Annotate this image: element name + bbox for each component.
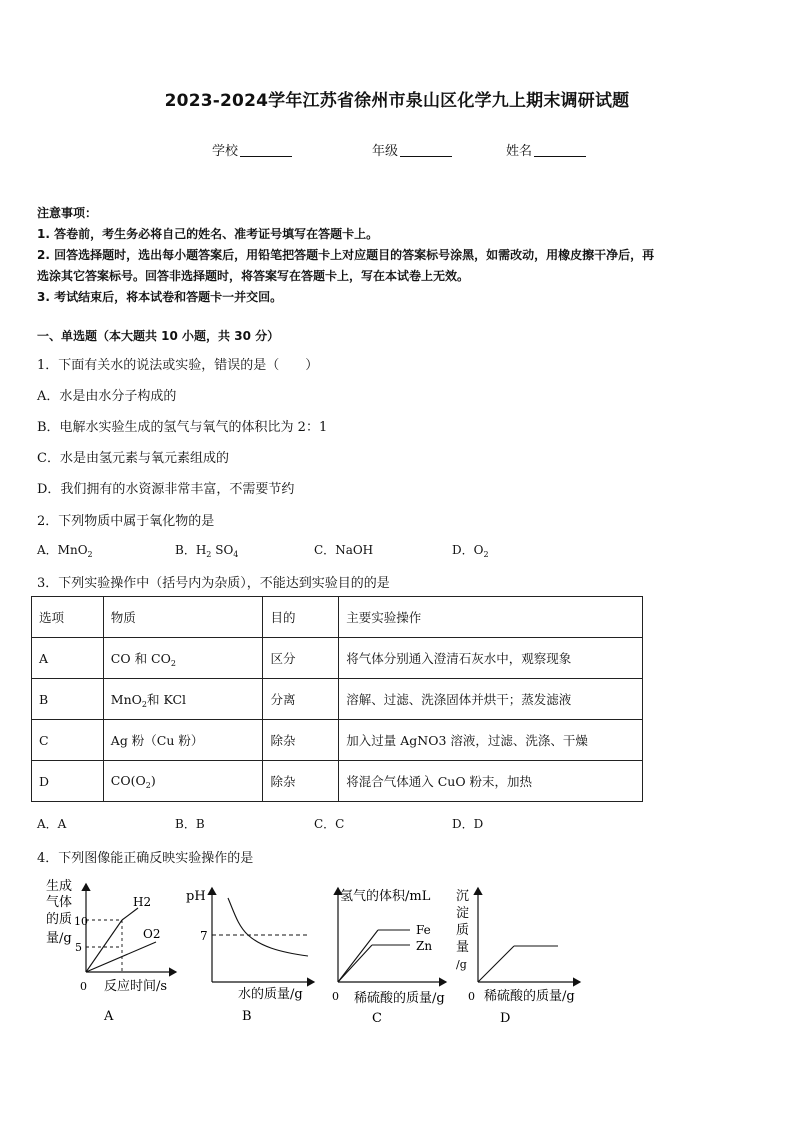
table-cell-purpose: 分离 [263,679,339,720]
graph-b-curve [228,898,308,956]
note-item [37,224,759,245]
graph-a[interactable] [46,878,176,1024]
note-text: 回答选择题时，选出每小题答案后，用铅笔把答题卡上对应题目的答案标号涂黑，如需改动，用橡皮擦干净后，再 [54,248,655,262]
table-cell-option: B [32,679,104,720]
grade-label: 年级 [372,144,399,159]
graph-a-tick: 5 [75,941,82,954]
table-row [32,761,643,802]
table-header-row [32,597,643,638]
formula: NaOH [335,543,374,557]
graph-d-line-rise [478,946,514,982]
note-item [37,266,759,287]
note-text: 选涂其它答案标号。回答非选择题时，将答案写在答题卡上，写在本试卷上无效。 [37,269,470,283]
graph-a-ylabel-line: 生成 [46,879,73,894]
table-cell-option: D [32,761,104,802]
formula-subscript: 2 [483,550,489,559]
grade-field[interactable] [372,140,452,159]
option-label: B． [175,543,196,557]
table-header-cell: 物质 [103,597,263,638]
substance-text: MnO [110,691,142,707]
graph-a-origin: 0 [80,980,87,993]
table-cell-purpose: 区分 [263,638,339,679]
q3-stem: 3．下列实验操作中（括号内为杂质），不能达到实验目的的是 [37,576,390,591]
q3-answer-c[interactable]: C．C [314,817,345,831]
table-cell-substance [103,761,263,802]
graph-c-line-fe-rise [338,930,378,982]
table-header-cell: 目的 [263,597,339,638]
grade-blank[interactable] [400,143,452,157]
option-label: A． [37,543,58,557]
table-cell-operation: 加入过量 AgNO3 溶液，过滤、洗涤、干燥 [339,720,643,761]
graph-d-ylabel-line: 淀 [456,906,470,921]
note-num: 3. [37,290,50,304]
school-label: 学校 [212,144,239,159]
graph-a-series-label: O2 [143,927,161,941]
graph-b-tick: 7 [200,929,208,943]
school-field[interactable] [212,140,292,159]
table-header-cell: 主要实验操作 [339,597,643,638]
graph-b-xlabel: 水的质量/g [238,987,303,1002]
page-title: 2023-2024学年江苏省徐州市泉山区化学九上期末调研试题 [164,91,630,111]
note-text: 答卷前，考生务必将自己的姓名、准考证号填写在答题卡上。 [54,227,379,241]
substance-text: 和 KCl [147,691,187,707]
graph-d-ylabel-line: 质 [456,923,470,938]
graph-d-caption: D [500,1011,511,1026]
note-item [37,245,759,266]
note-text: 考试结束后，将本试卷和答题卡一并交回。 [54,290,283,304]
graph-d-xlabel: 稀硫酸的质量/g [484,989,575,1004]
graph-d[interactable] [456,888,580,1026]
q2-option-a[interactable] [37,541,93,559]
table-cell-operation: 将混合气体通入 CuO 粉末，加热 [339,761,643,802]
notes-block [37,203,759,308]
graph-c-caption: C [372,1011,382,1026]
graph-c-ylabel: 氢气的体积/mL [340,889,431,904]
name-label: 姓名 [506,144,533,159]
q4-graphs [38,870,598,1030]
formula-subscript: 4 [233,550,239,559]
name-field[interactable] [506,140,586,159]
q2-options [37,541,757,559]
table-row [32,720,643,761]
formula: MnO [57,543,88,557]
q3-answer-d[interactable]: D．D [452,817,484,831]
graph-c-origin: 0 [332,990,339,1003]
q1-option-d[interactable]: D．我们拥有的水资源非常丰富，不需要节约 [37,482,295,497]
table-cell-substance [103,638,263,679]
q1-option-a[interactable]: A．水是由水分子构成的 [37,389,177,404]
option-label: D． [452,543,474,557]
school-blank[interactable] [240,143,292,157]
graph-a-caption: A [104,1009,114,1024]
notes-heading: 注意事项： [37,206,98,220]
substance-text: CO 和 CO [110,650,171,666]
q3-answer-b[interactable]: B．B [175,817,205,831]
formula-subscript: 2 [141,699,147,709]
table-cell-purpose: 除杂 [263,720,339,761]
q3-answer-a[interactable]: A．A [37,817,67,831]
substance-text: CO(O [110,772,146,788]
formula-subscript: 2 [145,780,151,790]
substance-text: Ag 粉（Cu 粉） [110,733,204,748]
name-blank[interactable] [534,143,586,157]
table-header-cell: 选项 [32,597,104,638]
table-cell-operation: 溶解、过滤、洗涤固体并烘干；蒸发滤液 [339,679,643,720]
graph-c[interactable] [332,888,446,1026]
graph-a-ylabel-line: 气体 [46,895,73,910]
section-heading: 一、单选题（本大题共 10 小题，共 30 分） [37,329,280,343]
graph-a-ylabel-line: 的质 [46,912,73,927]
q4-graphs-svg [38,870,598,1030]
q1-stem: 1．下面有关水的说法或实验，错误的是（ ） [37,358,319,373]
graph-c-series-label: Fe [416,923,431,937]
table-cell-operation: 将气体分别通入澄清石灰水中，观察现象 [339,638,643,679]
formula-subscript: 2 [170,658,176,668]
table-cell-substance [103,679,263,720]
q2-option-d[interactable] [452,541,489,559]
formula-subscript: 2 [206,550,212,559]
table-cell-purpose: 除杂 [263,761,339,802]
graph-c-series-label: Zn [416,939,433,953]
option-label: C． [314,543,336,557]
graph-a-tick: 10 [74,915,88,928]
graph-b[interactable] [186,888,314,1024]
graph-b-caption: B [242,1009,252,1024]
formula-subscript: 2 [87,550,93,559]
graph-a-series-label: H2 [133,895,152,909]
q2-stem: 2．下列物质中属于氧化物的是 [37,514,215,529]
table-row [32,638,643,679]
graph-d-ylabel-line: 量 [456,940,470,955]
q3-table [31,596,643,802]
graph-d-ylabel-line: 沉 [456,889,470,904]
graph-a-line-h2 [122,908,138,920]
q1-option-c[interactable]: C．水是由氢元素与氧元素组成的 [37,451,229,466]
graph-a-ylabel-line: 量/g [46,931,72,946]
table-row [32,679,643,720]
graph-c-xlabel: 稀硫酸的质量/g [354,991,445,1006]
graph-d-origin: 0 [468,990,475,1003]
note-num: 2. [37,248,50,262]
table-cell-option: C [32,720,104,761]
q4-stem: 4．下列图像能正确反映实验操作的是 [37,851,254,866]
q2-option-b[interactable] [175,541,238,559]
graph-c-line-zn-rise [338,945,372,982]
graph-b-ylabel: pH [186,889,206,904]
note-item [37,287,759,308]
note-num: 1. [37,227,50,241]
q2-option-c[interactable] [314,541,373,558]
q1-option-b[interactable]: B．电解水实验生成的氢气与氧气的体积比为 2：1 [37,420,328,435]
q3-answers [37,815,757,833]
substance-text: ) [150,772,156,788]
formula: H [195,543,207,557]
graph-a-xlabel: 反应时间/s [104,979,168,994]
table-cell-option: A [32,638,104,679]
formula: SO [215,543,234,557]
formula: O [473,543,484,557]
table-cell-substance [103,720,263,761]
graph-d-ylabel-line: /g [456,958,467,971]
